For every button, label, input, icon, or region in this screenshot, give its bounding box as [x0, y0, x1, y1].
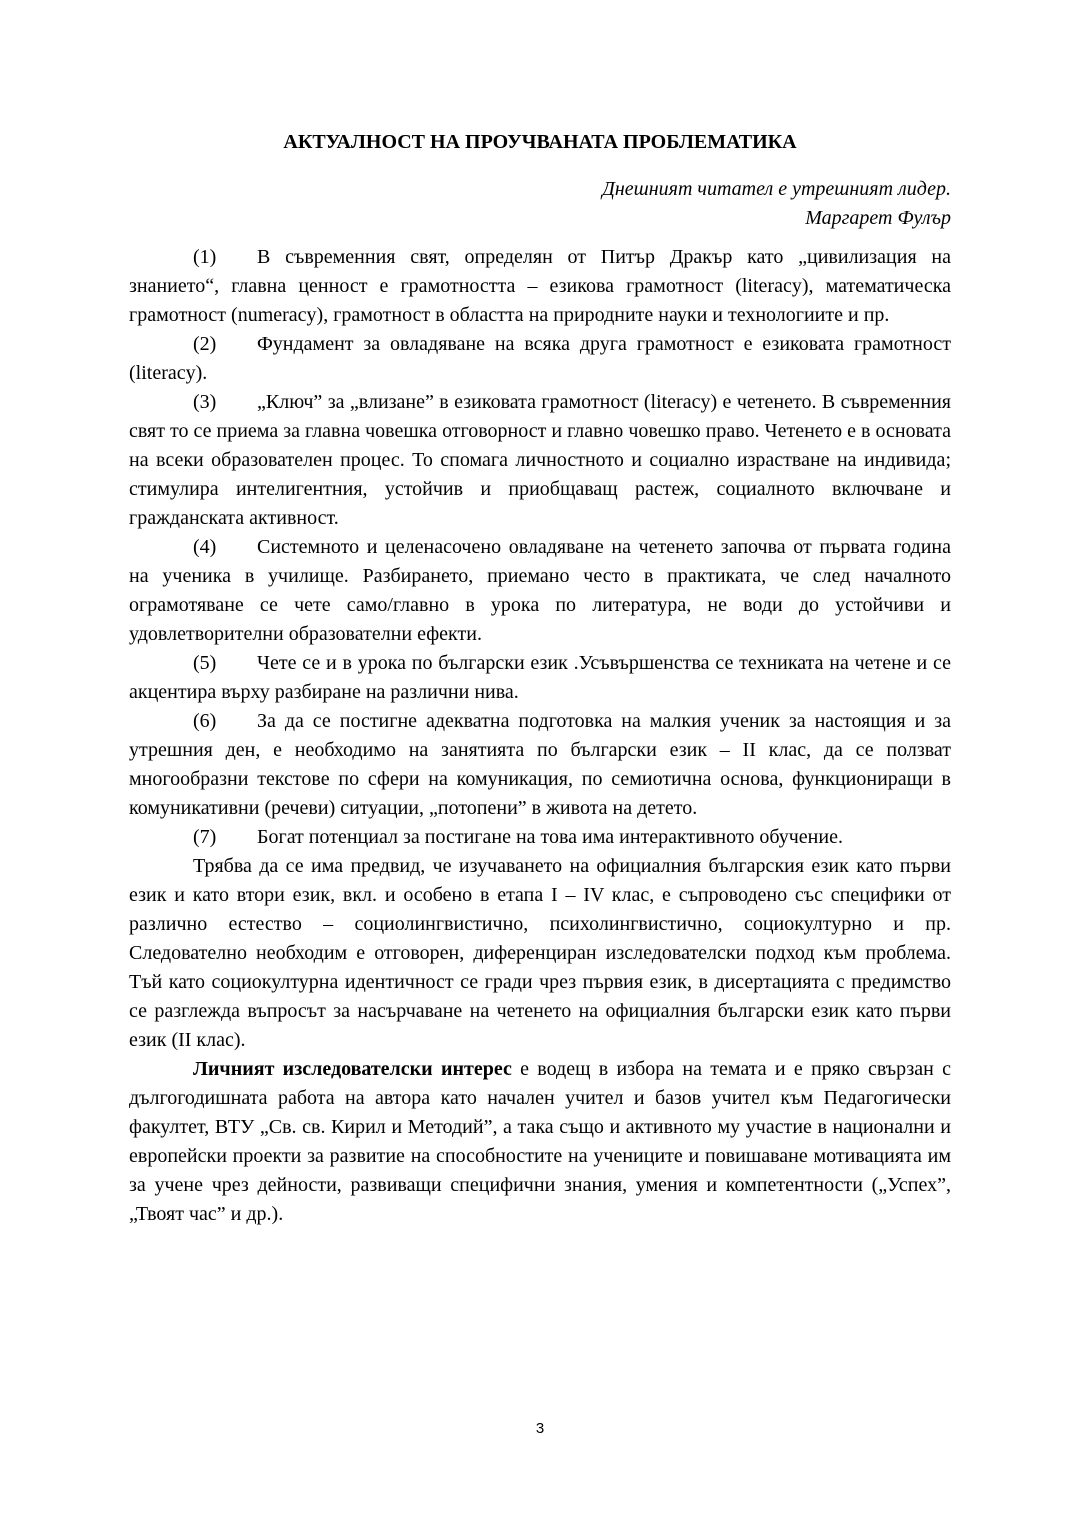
paragraph-text: Системното и целенасочено овладяване на четенето започва от първата година на ученика в училище. Разбирането, приемано често в практиката, че след началното ограмотяване се чете само/главно в урока по литература, не води до устойчиви и удовлетворителни образователни ефекти. — [129, 536, 951, 645]
numbered-paragraph-7 — [129, 823, 951, 852]
paragraph-text: „Ключ” за „влизане” в езиковата грамотност (literacy) е четенето. В съвременния свят то се приема за главна човешка отговорност и главно човешко право. Четенето е в основата на всеки образователен процес. То спомага личностното и социално израстване на индивида; стимулира интелигентния, устойчив и приобщаващ растеж, социалното включване и гражданската активност. — [129, 391, 951, 529]
numbered-paragraph-1 — [129, 243, 951, 330]
epigraph — [602, 175, 951, 233]
paragraph-number: (2) — [193, 333, 217, 355]
paragraph-number: (1) — [193, 246, 217, 268]
paragraph-text: За да се постигне адекватна подготовка на малкия ученик за настоящия и за утрешния ден, е необходимо на занятията по български език – II клас, да се ползват многообразни текстове по сфери на комуникация, по семиотична основа, функциониращи в комуникативни (речеви) ситуации, „потопени” в живота на детето. — [129, 710, 951, 819]
page-number: 3 — [535, 1420, 545, 1437]
paragraph-number: (4) — [193, 536, 217, 558]
plain-paragraph: Трябва да се има предвид, че изучаването на официалния българския език като първи език и като втори език, вкл. и особено в етапа I – IV клас, е съпроводено със специфики от различно естество – социолингвистично, психолингвистично, социокултурно и пр. Следователно необходим е отговорен, диференциран изследователски подход към проблема. Тъй като социокултурна идентичност се гради чрез първия език, в дисертацията с предимство се разглежда въпросът за насърчаване на четенето на официалния български език като първи език (II клас). — [129, 855, 951, 1051]
page-title: АКТУАЛНОСТ НА ПРОУЧВАНАТА ПРОБЛЕМАТИКА — [283, 131, 797, 153]
paragraph-number: (7) — [193, 826, 217, 848]
paragraph-text: е водещ в избора на темата и е пряко свързан с дългогодишната работа на автора като начален учител и базов учител към Педагогически факултет, ВТУ „Св. св. Кирил и Методий”, а така също и активното му участие в национални и европейски проекти за развитие на способностите на учениците и повишаване мотивацията им за учене чрез дейности, развиващи специфични знания, умения и компетентности („Успех”, „Твоят час” и др.). — [129, 1058, 951, 1225]
epigraph-author: Маргарет Фулър — [805, 207, 951, 229]
paragraph-number: (5) — [193, 652, 217, 674]
paragraph-number: (3) — [193, 391, 217, 413]
numbered-paragraph-6 — [129, 707, 951, 823]
numbered-paragraph-5 — [129, 649, 951, 707]
bold-lead: Личният изследователски интерес — [193, 1058, 512, 1080]
paragraph-text: Фундамент за овладяване на всяка друга грамотност е езиковата грамотност (literacy). — [129, 333, 951, 384]
numbered-paragraph-4 — [129, 533, 951, 649]
numbered-paragraph-2 — [129, 330, 951, 388]
paragraph-text: Чете се и в урока по български език .Усъвършенства се техниката на четене и се акцентира върху разбиране на различни нива. — [129, 652, 951, 703]
numbered-paragraph-3 — [129, 388, 951, 533]
body-text — [129, 243, 951, 1229]
paragraph-text: Богат потенциал за постигане на това има интерактивното обучение. — [257, 826, 843, 848]
paragraph-number: (6) — [193, 710, 217, 732]
paragraph-text: В съвременния свят, определян от Питър Дракър като „цивилизация на знанието“, главна ценност е грамотността – езикова грамотност (literacy), математическа грамотност (numeracy), грамотност в областта на природните науки и технологиите и пр. — [129, 246, 951, 326]
epigraph-quote: Днешният читател е утрешният лидер. — [602, 178, 951, 200]
research-interest-paragraph — [129, 1055, 951, 1229]
